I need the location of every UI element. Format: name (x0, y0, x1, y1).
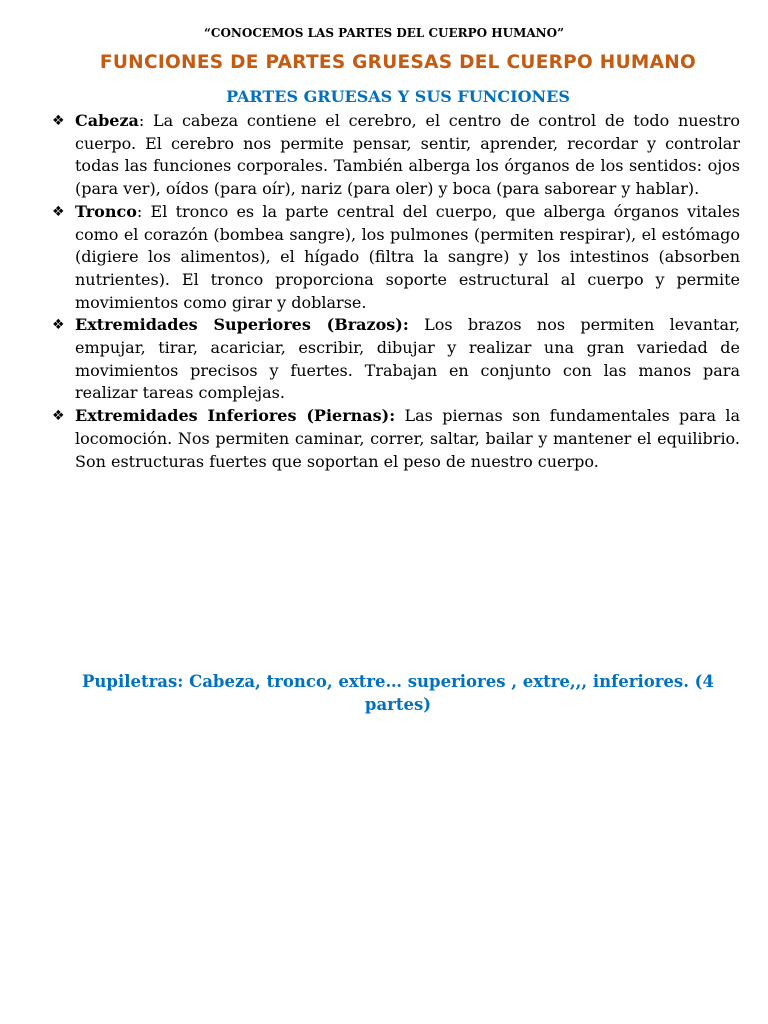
list-item-extremidades-inferiores (52, 405, 740, 473)
item-term: Tronco (75, 201, 137, 221)
item-term: Extremidades Superiores (Brazos): (75, 315, 409, 335)
document-title: FUNCIONES DE PARTES GRUESAS DEL CUERPO HUMANO (99, 52, 697, 73)
document-quote-heading: “CONOCEMOS LAS PARTES DEL CUERPO HUMANO” (203, 26, 565, 40)
item-description: El tronco es la parte central del cuerpo, que alberga órganos vitales como el corazón (bombea sangre), los pulmones (permiten respirar), el estómago (digiere los alimentos), el hígado (filtra la sangre) y los intestinos (absorben nutrientes). El tronco proporciona soporte estructural al cuerpo y permite movimientos como girar y doblarse. (75, 201, 740, 312)
item-description: Las piernas son fundamentales para la locomoción. Nos permiten caminar, correr, saltar, bailar y mantener el equilibrio. Son estructuras fuertes que soportan el peso de nuestro cuerpo. (75, 406, 741, 471)
pupiletras-note: Pupiletras: Cabeza, tronco, extre… superiores , extre,,, inferiores. (4 partes) (82, 672, 714, 714)
list-item-extremidades-superiores (52, 314, 740, 405)
item-description: Los brazos nos permiten levantar, empujar, tirar, acariciar, escribir, dibujar y realizar una gran variedad de movimientos precisos y fuertes. Trabajan en conjunto con las manos para realizar tareas complejas. (75, 315, 740, 403)
item-separator (395, 406, 404, 425)
body-parts-list (52, 110, 740, 473)
section-title: PARTES GRUESAS Y SUS FUNCIONES (226, 87, 570, 106)
list-item-cabeza (52, 110, 740, 201)
item-separator (409, 315, 424, 334)
diamond-bullet-icon: ❖ (52, 408, 65, 425)
item-description: La cabeza contiene el cerebro, el centro de control de todo nuestro cuerpo. El cerebro nos permite pensar, sentir, aprender, recordar y controlar todas las funciones corporales. También alberga los órganos de los sentidos: ojos (para ver), oídos (para oír), nariz (para oler) y boca (para saborear y hablar). (75, 111, 740, 199)
item-term: Cabeza (75, 111, 139, 130)
diamond-bullet-icon: ❖ (52, 317, 65, 334)
list-item-tronco (52, 201, 740, 315)
item-separator: : (136, 201, 151, 221)
diamond-bullet-icon: ❖ (52, 203, 65, 220)
item-term: Extremidades Inferiores (Piernas): (75, 406, 396, 426)
diamond-bullet-icon: ❖ (52, 113, 65, 129)
item-separator: : (138, 111, 154, 130)
